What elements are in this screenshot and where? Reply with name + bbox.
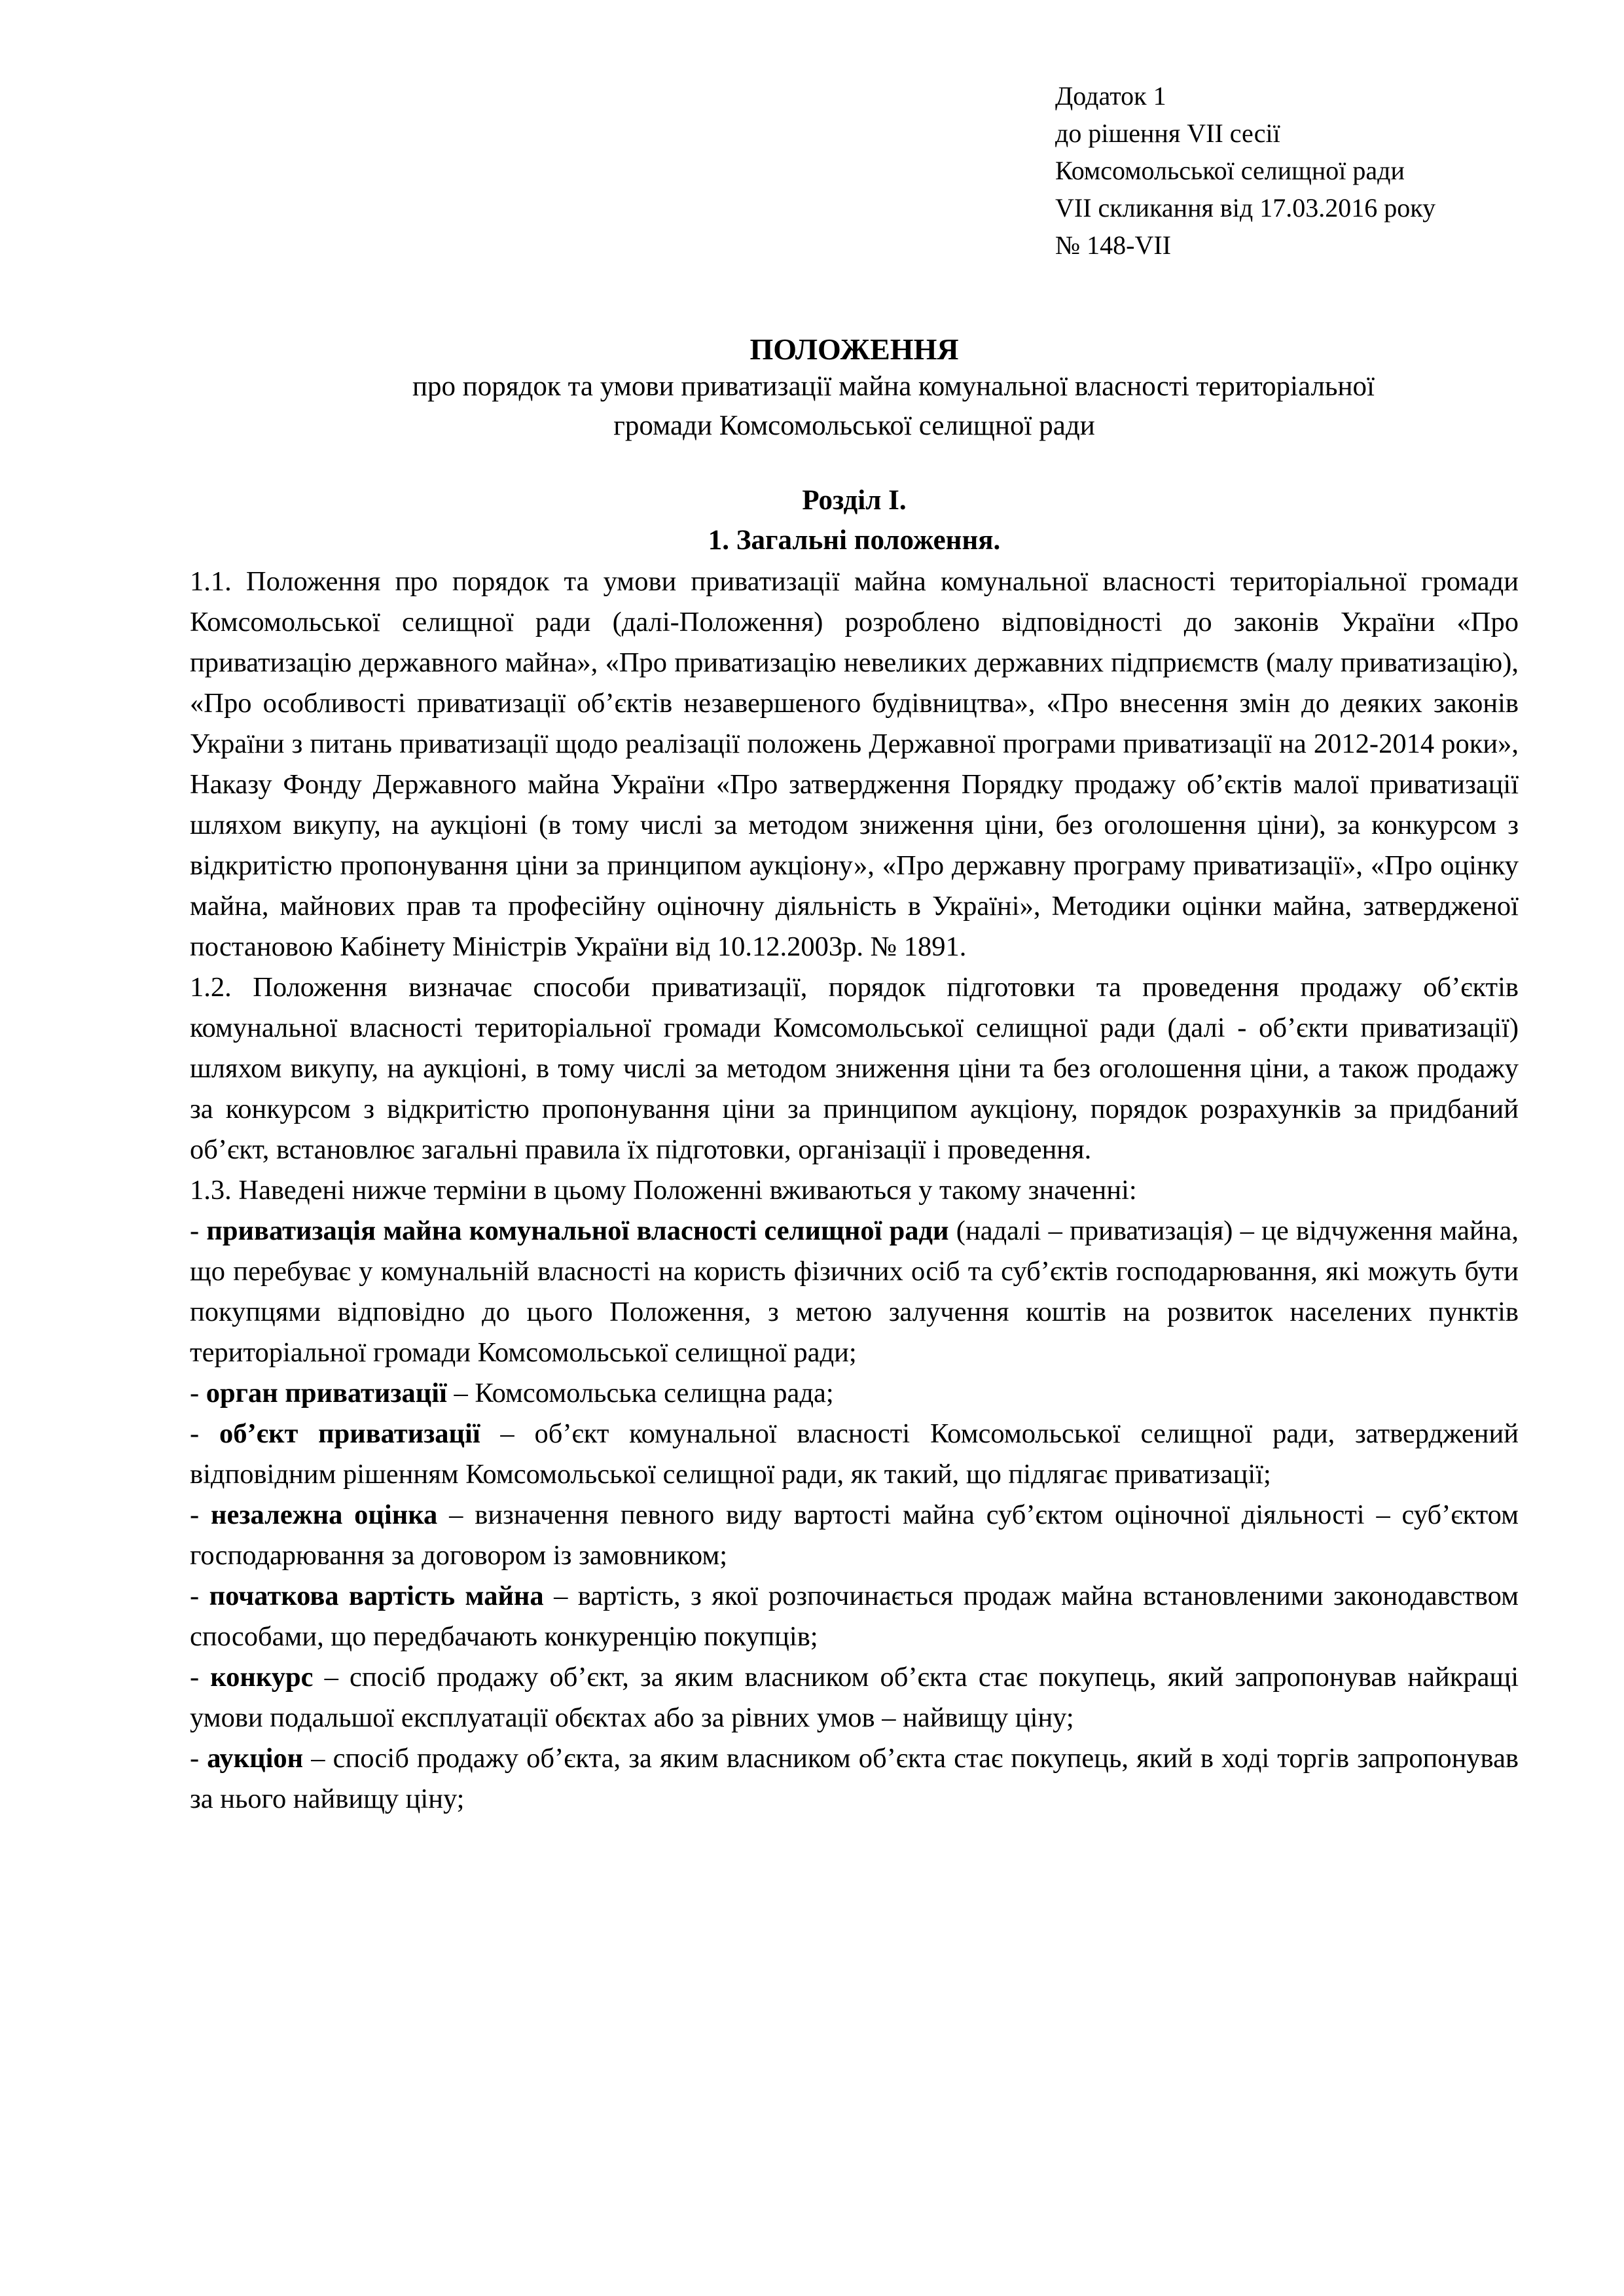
term-prefix: - <box>190 1378 206 1408</box>
document-subtitle-line-1: про порядок та умови приватизації майна комунальної власності територіальної <box>412 371 1375 402</box>
term-definition: – вартість, з якої розпочинається продаж майна встановленими законодавством способами, що передбачають конкуренцію покупців; <box>190 1581 1519 1652</box>
term-name: приватизація майна комунальної власності селищної ради <box>206 1215 949 1246</box>
term-name: початкова вартість майна <box>209 1581 544 1611</box>
term-privatization <box>190 1211 1519 1373</box>
term-name: об’єкт приватизації <box>219 1418 480 1449</box>
term-name: незалежна оцінка <box>211 1499 438 1530</box>
annex-line: VII скликання від 17.03.2016 року <box>1055 193 1436 223</box>
paragraph-1-3: 1.3. Наведені нижче терміни в цьому Положенні вживаються у такому значенні: <box>190 1175 1137 1206</box>
term-prefix: - <box>190 1215 207 1246</box>
term-name: орган приватизації <box>206 1378 447 1408</box>
term-prefix: - <box>190 1499 211 1530</box>
annex-line: Додаток 1 <box>1055 81 1166 111</box>
annex-line: до рішення VII сесії <box>1055 118 1280 148</box>
document-subtitle-line-2: громади Комсомольської селищної ради <box>613 410 1095 441</box>
term-definition: – Комсомольська селищна рада; <box>446 1378 834 1408</box>
term-definition: – спосіб продажу об’єкта, за яким власником об’єкта стає покупець, який в ході торгів запропонував за нього найвищу ціну; <box>190 1743 1519 1814</box>
term-prefix: - <box>190 1581 209 1611</box>
annex-line: Комсомольської селищної ради <box>1055 156 1405 185</box>
term-name: конкурс <box>210 1662 314 1693</box>
term-privatization-object <box>190 1414 1519 1495</box>
term-independent-valuation <box>190 1495 1519 1576</box>
term-auction <box>190 1738 1519 1820</box>
term-definition: – визначення певного виду вартості майна суб’єктом оціночної діяльності – суб’єктом господарювання за договором із замовником; <box>190 1499 1519 1571</box>
term-initial-value <box>190 1576 1519 1657</box>
term-definition: – спосіб продажу об’єкт, за яким власником об’єкта стає покупець, який запропонував найкращі умови подальшої експлуатації обєктах або за рівних умов – найвищу ціну; <box>190 1662 1519 1733</box>
term-prefix: - <box>190 1418 219 1449</box>
document-title: ПОЛОЖЕННЯ <box>749 332 959 366</box>
term-privatization-body <box>190 1373 1519 1414</box>
term-definition: – об’єкт комунальної власності Комсомольської селищної ради, затверджений відповідним рішенням Комсомольської селищної ради, як такий, що підлягає приватизації; <box>190 1418 1519 1490</box>
annex-block <box>1055 77 1592 264</box>
term-competition <box>190 1657 1519 1738</box>
section-heading: Розділ І. <box>802 485 907 516</box>
term-name: аукціон <box>207 1743 304 1774</box>
term-prefix: - <box>190 1743 208 1774</box>
paragraph-1-1: 1.1. Положення про порядок та умови приватизації майна комунальної власності територіальної громади Комсомольської селищної ради (далі-Положення) розроблено відповідності до законів України «Про приватизацію державного майна», «Про приватизацію невеликих державних підприємств (малу приватизацію), «Про особливості приватизації об’єктів незавершеного будівництва», «Про внесення змін до деяких законів України з питань приватизації щодо реалізації положень Державної програми приватизації на 2012-2014 роки», Наказу Фонду Державного майна України «Про затвердження Порядку продажу об’єктів малої приватизації шляхом викупу, на аукціоні (в тому числі за методом зниження ціни, без оголошення ціни), за конкурсом з відкритістю пропонування ціни за принципом аукціону», «Про державну програму приватизації», «Про оцінку майна, майнових прав та професійну оціночну діяльність в Україні», Методики оцінки майна, затвердженої постановою Кабінету Міністрів України від 10.12.2003р. № 1891. <box>190 566 1519 962</box>
annex-line: № 148-VII <box>1055 230 1172 260</box>
term-definition: (надалі – приватизація) – це відчуження майна, що перебуває у комунальній власності на користь фізичних осіб та суб’єктів господарювання, які можуть бути покупцями відповідно до цього Положення, з метою залучення коштів на розвиток населених пунктів територіальної громади Комсомольської селищної ради; <box>190 1215 1519 1368</box>
document-body <box>190 562 1519 1820</box>
chapter-heading: 1. Загальні положення. <box>708 525 1001 556</box>
term-prefix: - <box>190 1662 211 1693</box>
paragraph-1-2: 1.2. Положення визначає способи приватизації, порядок підготовки та проведення продажу об’єктів комунальної власності територіальної громади Комсомольської селищної ради (далі - об’єкти приватизації) шляхом викупу, на аукціоні, в тому числі за методом зниження ціни та без оголошення ціни, а також продажу за конкурсом з відкритістю пропонування ціни за принципом аукціону, порядок розрахунків за придбаний об’єкт, встановлює загальні правила їх підготовки, організації і проведення. <box>190 972 1519 1165</box>
